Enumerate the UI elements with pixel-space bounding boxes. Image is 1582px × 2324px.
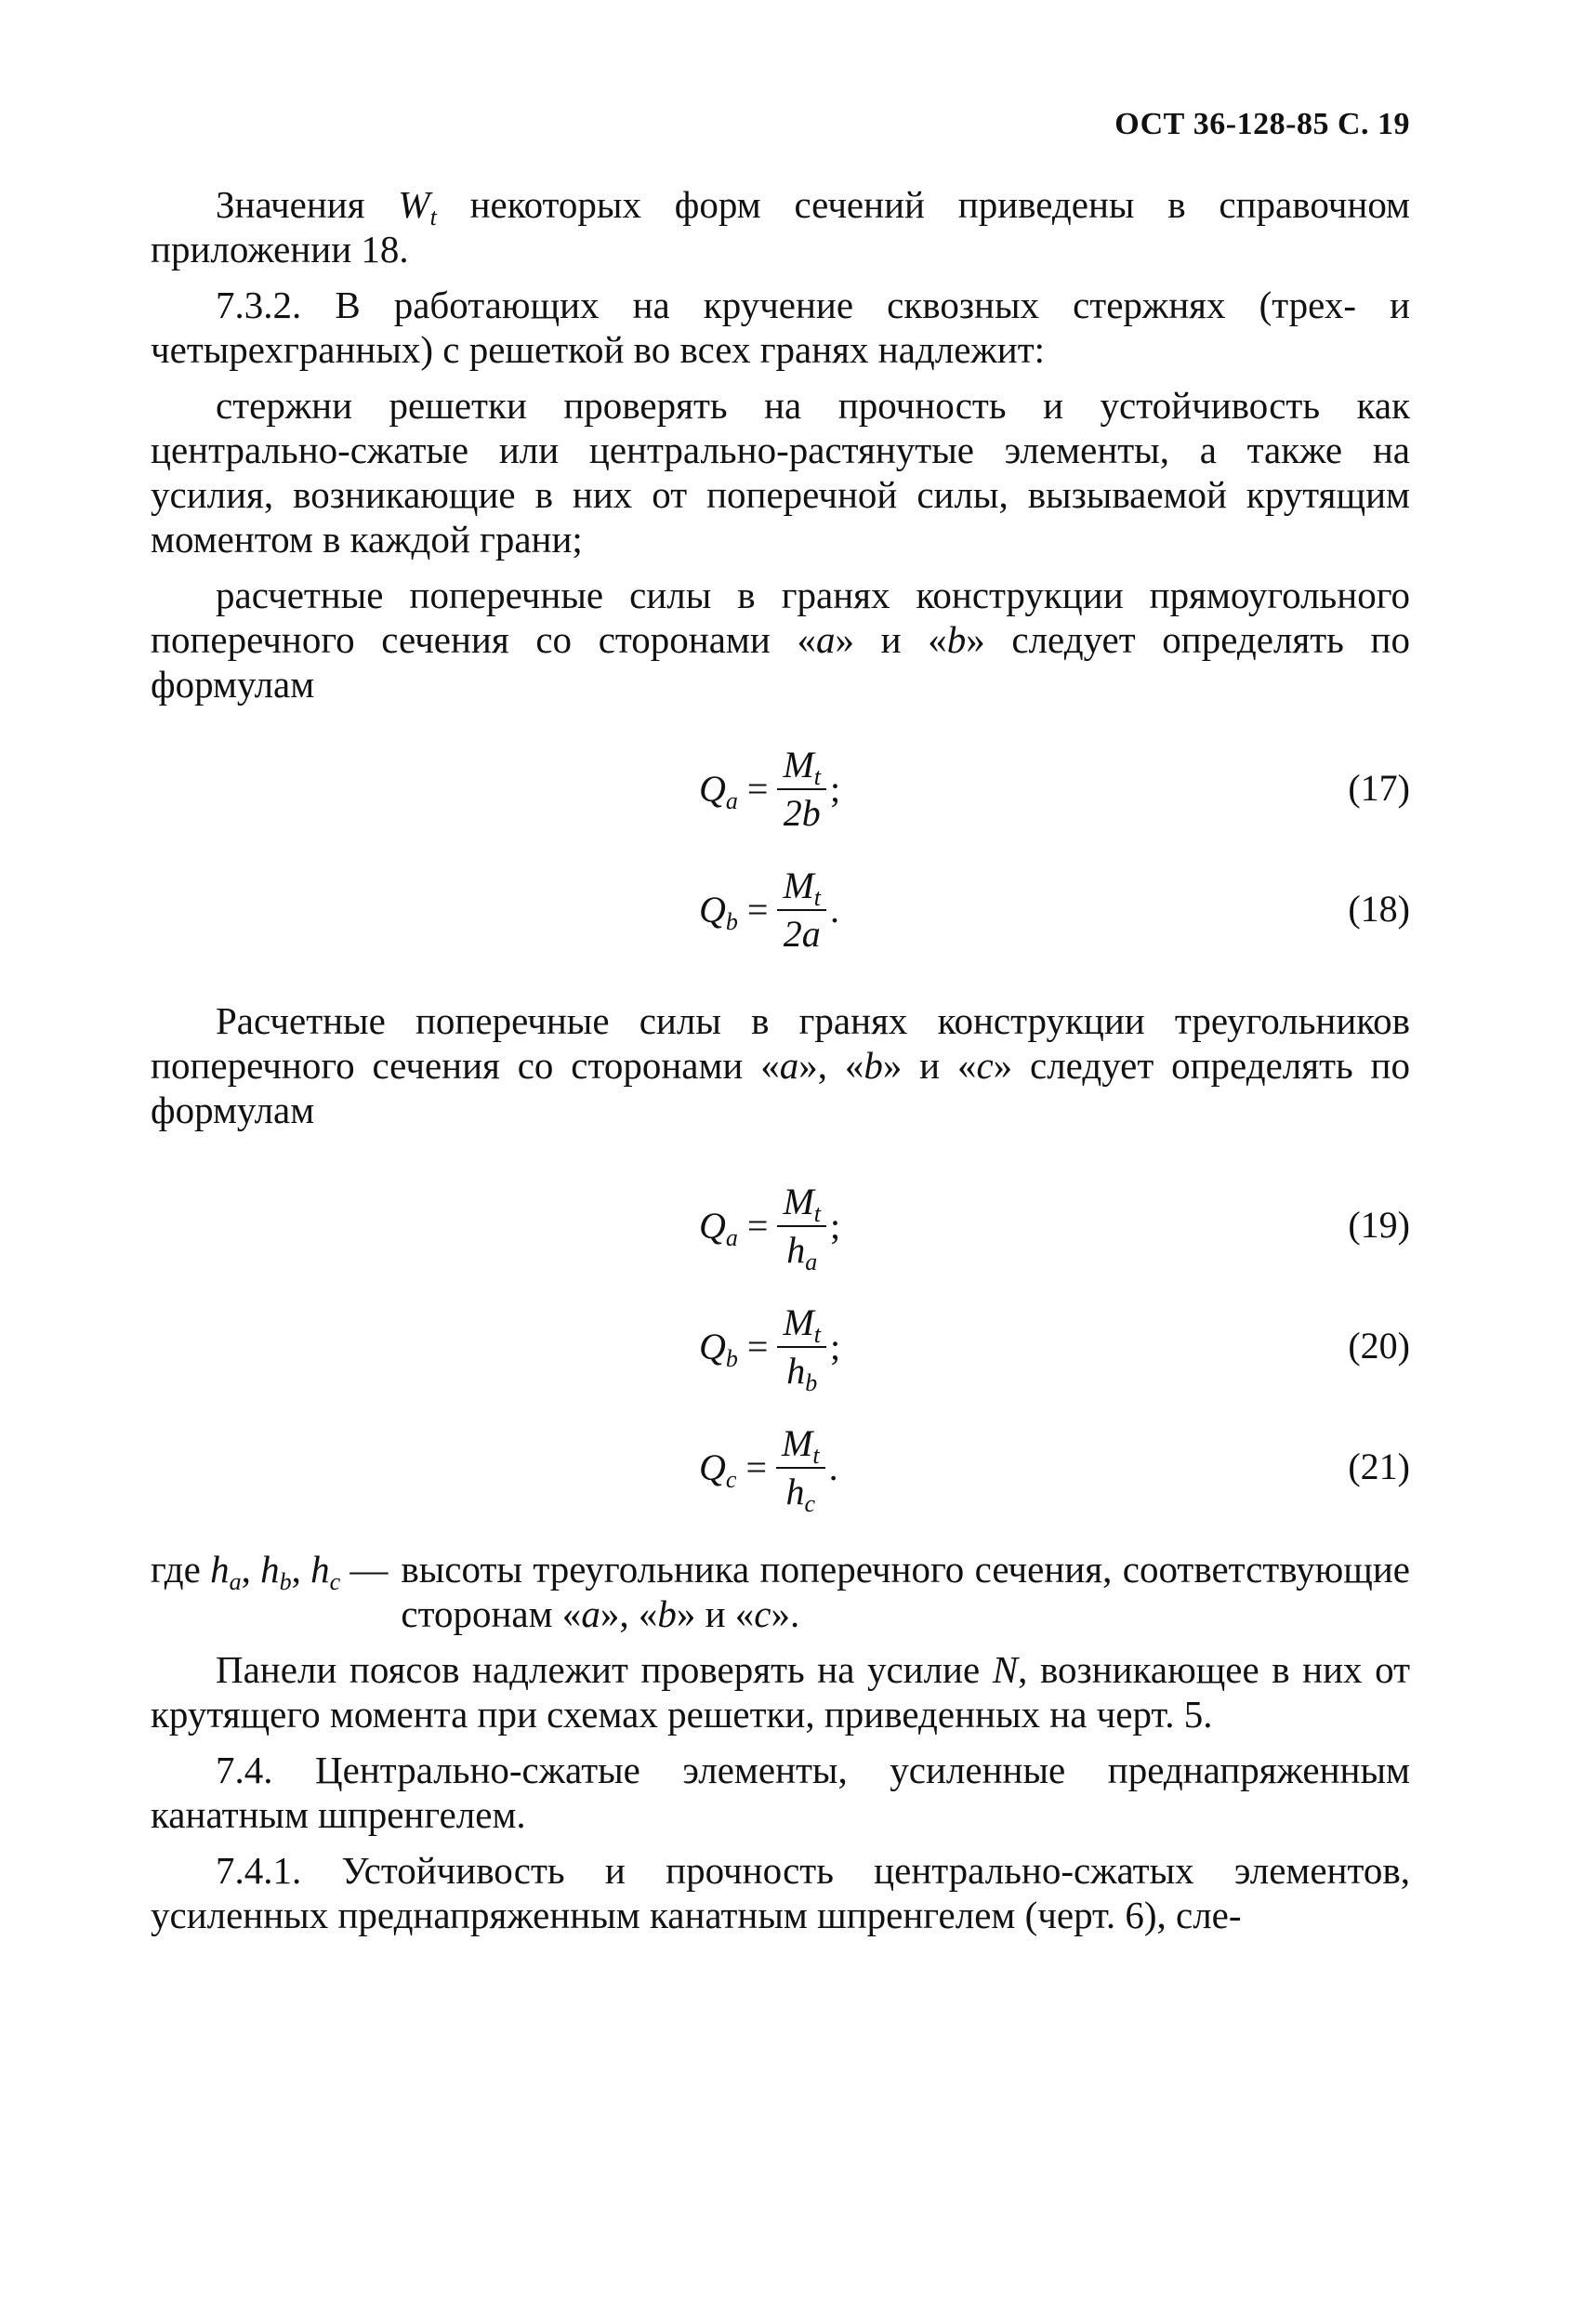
fraction-denominator <box>778 790 826 835</box>
formula-lhs <box>699 888 738 935</box>
text: некоторых форм сечений приведены в справочном приложении 18. <box>151 183 1410 271</box>
fraction-numerator <box>777 1301 826 1348</box>
fraction-numerator <box>777 865 826 911</box>
formula-lhs-subscript: b <box>725 908 738 935</box>
formula-punctuation: ; <box>830 1205 841 1247</box>
formula <box>699 850 839 971</box>
equation-number: (19) <box>1348 1204 1410 1246</box>
page-header: ОСТ 36-128-85 С. 19 <box>1114 107 1410 141</box>
fraction-numerator <box>777 1181 826 1227</box>
paragraph-lattice-check: стержни решетки проверять на прочность и устойчивость как центрально-сжатые или центрально-растянутые элементы, а также на усилия, возникающие в них от поперечной силы, вызываемой крутящим моментом в каждой грани; <box>151 384 1410 561</box>
formula-lhs-subscript: a <box>725 787 738 814</box>
fraction <box>777 1301 826 1396</box>
formula-group-rectangular <box>151 729 1410 971</box>
equals-sign: = <box>746 1326 769 1367</box>
subscript-t: t <box>429 204 437 231</box>
paragraph-rect-shear <box>151 573 1410 706</box>
separator: , <box>291 1548 301 1591</box>
fraction <box>777 744 826 835</box>
symbol-h: h <box>310 1548 330 1591</box>
formula <box>699 1407 838 1528</box>
formula-lhs <box>699 1325 738 1372</box>
symbol-a: a <box>815 618 836 661</box>
text: Панели поясов надлежит проверять на усилие <box>216 1648 993 1691</box>
symbol-h: h <box>210 1548 230 1591</box>
symbol-m: M <box>783 865 814 906</box>
numerator-subscript: t <box>813 1200 822 1227</box>
paragraph-7-4-1: 7.4.1. Устойчивость и прочность центрально-сжатых элементов, усиленных преднапряженным канатным шпренгелем (черт. 6), сле- <box>151 1849 1410 1936</box>
symbol-m: M <box>783 1181 814 1222</box>
formula <box>699 1166 840 1287</box>
text: ». <box>771 1592 800 1635</box>
document-body <box>151 182 1410 1937</box>
symbol-q: Q <box>699 768 726 810</box>
symbol-b: b <box>657 1592 677 1635</box>
subscript-a: a <box>229 1568 242 1595</box>
paragraph-7-3-2: 7.3.2. В работающих на кручение сквозных стержнях (трех- и четырехгранных) с решеткой во всех гранях надлежит: <box>151 284 1410 371</box>
fraction-denominator <box>781 1348 823 1396</box>
formula <box>699 729 840 850</box>
subscript-b: b <box>279 1568 292 1595</box>
formula-row <box>151 1407 1410 1528</box>
where-clause <box>151 1547 1410 1636</box>
equation-number: (17) <box>1348 767 1410 809</box>
where-terms <box>151 1547 388 1636</box>
symbol-w: W <box>398 183 430 226</box>
text: » и « <box>676 1592 755 1635</box>
denominator-text: 2a <box>783 913 821 955</box>
formula <box>699 1287 840 1407</box>
denominator-text: 2b <box>783 792 821 834</box>
numerator-subscript: t <box>813 1321 822 1348</box>
paragraph-chord-panels <box>151 1647 1410 1736</box>
text: высоты треугольника поперечного сечения, соответствующие сторонам « <box>401 1548 1410 1635</box>
numerator-subscript: t <box>813 884 822 911</box>
fraction-numerator <box>776 1422 825 1469</box>
text: » следует определять по формулам <box>151 618 1410 706</box>
numerator-subscript: t <box>813 763 822 790</box>
paragraph-7-4: 7.4. Центрально-сжатые элементы, усиленные преднапряженным канатным шпренгелем. <box>151 1749 1410 1836</box>
text: Значения <box>216 183 399 226</box>
symbol-q: Q <box>699 1205 726 1247</box>
formula-row <box>151 850 1410 971</box>
denominator-text: h <box>786 1229 806 1271</box>
denominator-subscript: c <box>804 1490 816 1517</box>
symbol-c: c <box>754 1592 771 1635</box>
formula-lhs <box>699 1204 738 1251</box>
fraction <box>776 1422 825 1517</box>
where-definition <box>401 1547 1410 1636</box>
formula-row <box>151 1287 1410 1407</box>
equation-number: (21) <box>1348 1446 1410 1487</box>
formula-row <box>151 729 1410 850</box>
symbol-b: b <box>946 618 967 661</box>
formula-lhs-subscript: b <box>725 1345 738 1372</box>
symbol-q: Q <box>699 1326 726 1367</box>
denominator-text: h <box>785 1471 805 1512</box>
formula-lhs-subscript: a <box>725 1224 738 1251</box>
symbol-m: M <box>783 744 814 786</box>
formula-lhs <box>699 767 738 812</box>
symbol-n: N <box>992 1648 1019 1691</box>
symbol-c: c <box>976 1044 994 1087</box>
text: Расчетные поперечные силы в гранях конструкции треугольников поперечного сечения со сторонами « <box>151 999 1410 1087</box>
denominator-subscript: b <box>805 1369 818 1396</box>
formula-lhs-subscript: c <box>725 1466 737 1493</box>
equals-sign: = <box>746 768 769 810</box>
text: », « <box>600 1592 658 1635</box>
denominator-subscript: a <box>805 1248 818 1275</box>
formula-punctuation: ; <box>830 768 841 810</box>
formula-punctuation: ; <box>830 1326 841 1367</box>
symbol-a: a <box>581 1592 600 1635</box>
paragraph-wt-values <box>151 182 1410 271</box>
formula-row <box>151 1166 1410 1287</box>
symbol-q: Q <box>699 889 726 931</box>
fraction <box>777 865 826 956</box>
formula-lhs <box>699 1446 737 1493</box>
symbol-m: M <box>782 1422 813 1464</box>
text: » и « <box>835 618 947 661</box>
text: » следует определять по формулам <box>151 1044 1410 1131</box>
symbol-b: b <box>864 1044 883 1087</box>
subscript-c: c <box>329 1568 341 1595</box>
symbol-q: Q <box>699 1446 726 1488</box>
separator: , <box>241 1548 251 1591</box>
equals-sign: = <box>745 1446 767 1488</box>
symbol-m: M <box>783 1301 814 1343</box>
fraction-denominator <box>781 1469 822 1517</box>
text: », « <box>798 1044 864 1087</box>
where-label: где <box>151 1548 201 1591</box>
equation-number: (18) <box>1348 888 1410 930</box>
denominator-text: h <box>786 1350 806 1392</box>
fraction-denominator <box>781 1227 823 1275</box>
paragraph-tri-shear <box>151 998 1410 1132</box>
text: расчетные поперечные силы в гранях конструкции прямоугольного поперечного сечения со сторонами « <box>151 574 1410 661</box>
numerator-subscript: t <box>812 1442 820 1469</box>
formula-punctuation: . <box>830 889 840 931</box>
text: , возникающее в них от крутящего момента при схемах решетки, приведенных на черт. 5. <box>151 1648 1410 1736</box>
fraction <box>777 1181 826 1275</box>
dash: — <box>349 1548 389 1591</box>
formula-punctuation: . <box>828 1446 838 1488</box>
equals-sign: = <box>746 1205 769 1247</box>
formula-group-triangular <box>151 1166 1410 1528</box>
symbol-h: h <box>260 1548 280 1591</box>
equals-sign: = <box>746 889 769 931</box>
fraction-denominator <box>778 911 826 956</box>
fraction-numerator <box>777 744 826 790</box>
symbol-a: a <box>779 1044 799 1087</box>
text: » и « <box>882 1044 977 1087</box>
equation-number: (20) <box>1348 1325 1410 1367</box>
